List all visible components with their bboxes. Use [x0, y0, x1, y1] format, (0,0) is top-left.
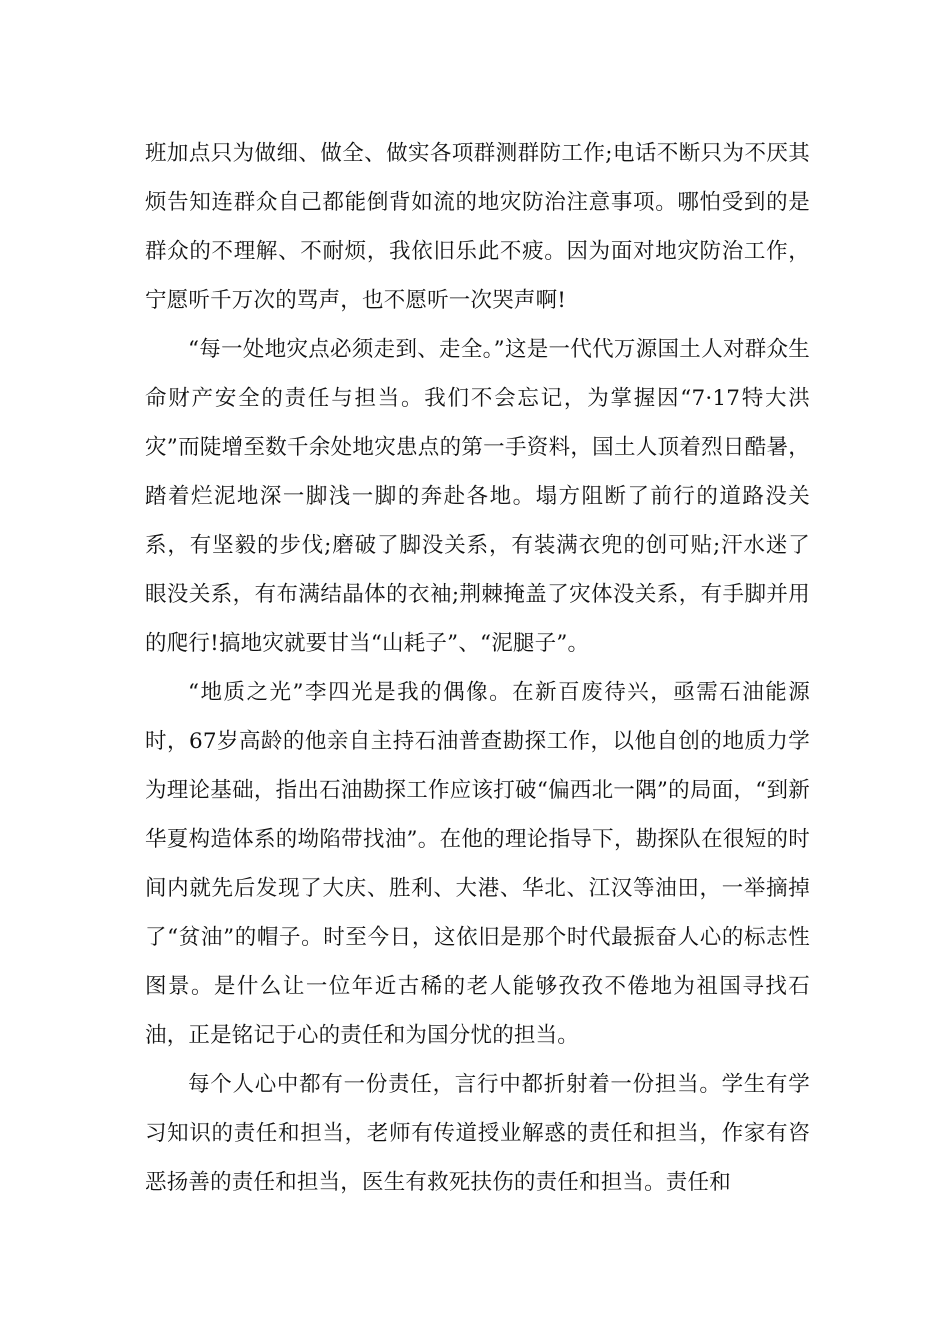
- paragraph-3: “地质之光”李四光是我的偶像。在新百废待兴，亟需石油能源时，67岁高龄的他亲自主持石油普查勘探工作，以他自创的地质力学为理论基础，指出石油勘探工作应该打破“偏西北一隅”的局面，“到新华夏构造体系的坳陷带找油”。在他的理论指导下，勘探队在很短的时间内就先后发现了大庆、胜利、大港、华北、江汉等油田，一举摘掉了“贫油”的帽子。时至今日，这依旧是那个时代最振奋人心的标志性图景。是什么让一位年近古稀的老人能够孜孜不倦地为祖国寻找石油，正是铭记于心的责任和为国分忧的担当。: [145, 680, 810, 1048]
- paragraph-2: “每一处地灾点必须走到、走全。”这是一代代万源国土人对群众生命财产安全的责任与担当。我们不会忘记，为掌握因“7·17特大洪灾”而陡增至数千余处地灾患点的第一手资料，国土人顶着烈日酷暑，踏着烂泥地深一脚浅一脚的奔赴各地。塌方阻断了前行的道路没关系，有坚毅的步伐;磨破了脚没关系，有装满衣兜的创可贴;汗水迷了眼没关系，有布满结晶体的衣袖;荆棘掩盖了灾体没关系，有手脚并用的爬行!搞地灾就要甘当“山耗子”、“泥腿子”。: [145, 337, 810, 656]
- document-body: [145, 129, 810, 1207]
- paragraph-1: 班加点只为做细、做全、做实各项群测群防工作;电话不断只为不厌其烦告知连群众自己都能倒背如流的地灾防治注意事项。哪怕受到的是群众的不理解、不耐烦，我依旧乐此不疲。因为面对地灾防治工作，宁愿听千万次的骂声，也不愿听一次哭声啊!: [145, 141, 810, 313]
- paragraph-4: 每个人心中都有一份责任，言行中都折射着一份担当。学生有学习知识的责任和担当，老师有传道授业解惑的责任和担当，作家有咨恶扬善的责任和担当，医生有救死扶伤的责任和担当。责任和: [145, 1072, 810, 1195]
